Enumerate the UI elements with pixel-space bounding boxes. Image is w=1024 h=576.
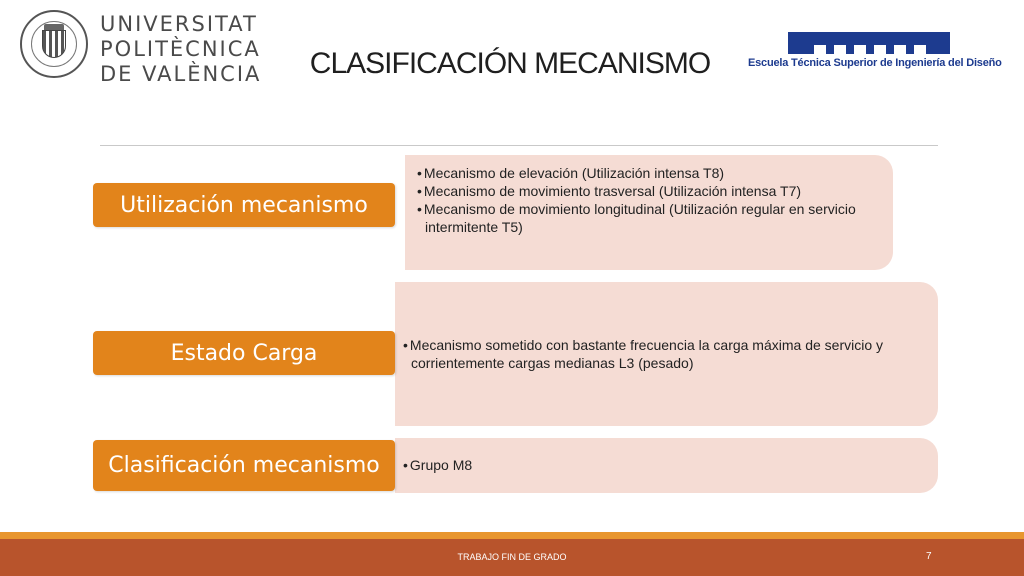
list-item: • Mecanismo de movimiento trasversal (Utilización intensa T7) <box>413 182 883 200</box>
list-item: • Mecanismo de elevación (Utilización intensa T8) <box>413 164 883 182</box>
page-title: CLASIFICACIÓN MECANISMO <box>309 47 711 80</box>
panel-clasificacion <box>395 438 938 493</box>
footer-accent-bar <box>0 532 1024 539</box>
university-name <box>100 12 261 87</box>
university-line-3: DE VALÈNCIA <box>100 62 262 86</box>
school-name: Escuela Técnica Superior de Ingeniería del Diseño <box>748 57 1002 69</box>
university-line-2: POLITÈCNICA <box>100 37 261 61</box>
panel-utilizacion <box>405 155 893 270</box>
panel-estado-carga <box>395 282 938 426</box>
footer-label: TRABAJO FIN DE GRADO <box>457 552 567 562</box>
upv-seal-icon <box>20 10 88 78</box>
tag-clasificacion: Clasificación mecanismo <box>93 440 395 491</box>
tag-utilizacion: Utilización mecanismo <box>93 183 395 227</box>
list-item: • Grupo M8 <box>399 456 924 474</box>
page-number: 7 <box>926 551 932 562</box>
list-item: • Mecanismo de movimiento longitudinal (Utilización regular en servicio intermitente T5) <box>413 200 883 236</box>
list-item: • Mecanismo sometido con bastante frecuencia la carga máxima de servicio y corrientemente cargas medianas L3 (pesado) <box>399 336 924 372</box>
etsid-logo-icon <box>788 32 950 54</box>
header-divider <box>100 145 938 146</box>
university-line-1: UNIVERSITAT <box>100 12 258 36</box>
tag-estado-carga: Estado Carga <box>93 331 395 375</box>
